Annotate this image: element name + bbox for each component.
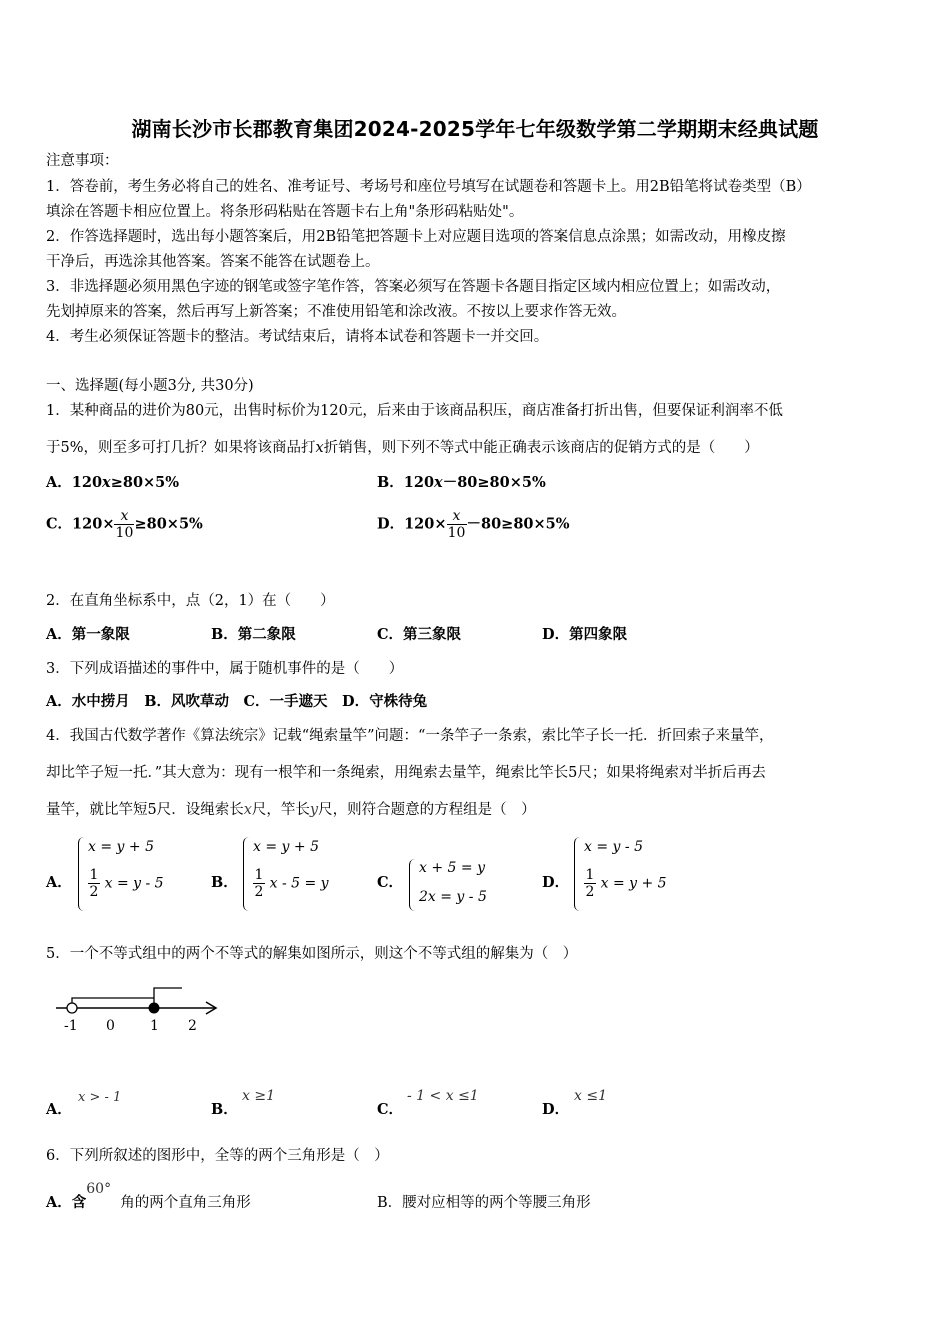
q1-a-post: ≥80×5% bbox=[110, 474, 180, 491]
q1-option-b bbox=[377, 474, 546, 492]
q4-line-1: 4．我国古代数学著作《算法统宗》记载“绳索量竿”问题：“一条竿子一条索，索比竿子长一托．折回索子来量竿， bbox=[46, 728, 774, 744]
q4-b-eq1: x = y + 5 bbox=[253, 839, 319, 855]
q1-d-den: 10 bbox=[447, 525, 466, 541]
q4-line-3 bbox=[46, 801, 536, 819]
q6-stem: 6．下列所叙述的图形中，全等的两个三角形是（ ） bbox=[46, 1148, 389, 1164]
q4-line-3c: 尺，则符合题意的方程组是（ ） bbox=[318, 802, 536, 818]
q4-b-eq2-text: x - 5 = y bbox=[269, 875, 329, 892]
q5-option-d-label: D． bbox=[542, 1101, 570, 1118]
q6-option-a bbox=[46, 1181, 251, 1212]
q5-option-b: x ≥1 bbox=[242, 1088, 275, 1104]
q6-a-angle: 60° bbox=[86, 1181, 112, 1197]
solution-bracket-left bbox=[72, 998, 154, 1008]
notice-line-3: 2．作答选择题时，选出每小题答案后，用2B铅笔把答题卡上对应题目选项的答案信息点涂黑；如需改动，用橡皮擦 bbox=[46, 229, 786, 245]
tick-label-1: 1 bbox=[150, 1018, 159, 1034]
q4-d-half-num: 1 bbox=[585, 867, 595, 883]
q1-c-fraction bbox=[114, 508, 134, 541]
number-line-figure bbox=[50, 980, 230, 1036]
q4-var-y: y bbox=[309, 802, 319, 818]
notice-line-1: 1．答卷前，考生务必将自己的姓名、准考证号、考场号和座位号填写在试题卷和答题卡上。用2B铅笔将试卷类型（B） bbox=[46, 179, 811, 195]
notice-line-5: 3．非选择题必须用黑色字迹的钢笔或签字笔作答，答案必须写在答题卡各题目指定区域内相应位置上；如需改动， bbox=[46, 279, 781, 295]
q2-option-a: A．第一象限 bbox=[46, 626, 130, 643]
q4-line-3a: 量竿，就比竿短5尺．设绳索长 bbox=[46, 802, 244, 818]
tick-label-2: 2 bbox=[188, 1018, 197, 1034]
q1-a-pre: 120 bbox=[71, 474, 103, 491]
q1-c-num: x bbox=[120, 508, 129, 524]
q4-d-eq2-text: x = y + 5 bbox=[600, 875, 667, 892]
q1-d-post: －80≥80×5% bbox=[466, 515, 570, 533]
q4-c-eq1: x + 5 = y bbox=[419, 860, 485, 876]
q1-c-den: 10 bbox=[115, 525, 134, 541]
q3-options: A．水中捞月 B．风吹草动 C．一手遮天 D．守株待兔 bbox=[46, 693, 428, 710]
q4-option-d-label: D． bbox=[542, 874, 570, 891]
page-title: 湖南长沙市长郡教育集团2024-2025学年七年级数学第二学期期末经典试题 bbox=[131, 117, 819, 141]
q5-option-a: x > - 1 bbox=[78, 1090, 122, 1105]
q1-a-label: A． bbox=[46, 474, 72, 491]
q2-option-c: C．第三象限 bbox=[377, 626, 462, 643]
q4-option-b-label: B． bbox=[211, 874, 238, 891]
q1-option-a bbox=[46, 474, 179, 492]
q1-option-d bbox=[377, 508, 570, 541]
q4-b-half-den: 2 bbox=[254, 884, 264, 900]
q1-c-post: ≥80×5% bbox=[134, 515, 203, 533]
notice-line-7: 4．考生必须保证答题卡的整洁。考试结束后，请将本试卷和答题卡一并交回。 bbox=[46, 329, 549, 345]
q4-option-d-system bbox=[574, 835, 684, 913]
q4-b-half-num: 1 bbox=[254, 867, 264, 883]
q1-a-var: x bbox=[102, 474, 111, 491]
q4-a-eq1: x = y + 5 bbox=[88, 839, 154, 855]
q1-d-fraction bbox=[447, 508, 467, 541]
q4-line-3b: 尺，竿长 bbox=[251, 802, 310, 818]
q1-c-pre: 120× bbox=[72, 515, 115, 533]
notice-line-4: 干净后，再选涂其他答案。答案不能答在试题卷上。 bbox=[46, 254, 380, 270]
q4-b-eq2 bbox=[253, 867, 329, 900]
notice-line-6: 先划掉原来的答案，然后再写上新答案；不准使用铅笔和涂改液。不按以上要求作答无效。 bbox=[46, 304, 626, 320]
q1-option-c bbox=[46, 508, 203, 541]
q5-option-c-label: C． bbox=[377, 1101, 404, 1118]
q1-line-2b: 折销售，则下列不等式中能正确表示该商店的促销方式的是（ ） bbox=[323, 440, 759, 456]
q1-line-1: 1．某种商品的进价为80元，出售时标价为120元，后来由于该商品积压，商店准备打折出售，但要保证利润率不低 bbox=[46, 403, 783, 419]
q1-line-2a: 于5%，则至多可打几折？如果将该商品打 bbox=[46, 440, 316, 456]
q1-var-x: x bbox=[315, 440, 324, 456]
q1-c-label: C． bbox=[46, 515, 73, 533]
q5-option-c: - 1 < x ≤1 bbox=[407, 1088, 479, 1104]
open-dot-icon bbox=[67, 1003, 77, 1013]
q5-option-d: x ≤1 bbox=[574, 1088, 607, 1104]
q1-b-post: －80≥80×5% bbox=[442, 474, 546, 491]
q4-a-eq2-text: x = y - 5 bbox=[104, 875, 164, 892]
q4-line-2: 却比竿子短一托．”其大意为：现有一根竿和一条绳索，用绳索去量竿，绳索比竿长5尺；如果将绳索对半折后再去 bbox=[46, 765, 766, 781]
q4-d-half-den: 2 bbox=[585, 884, 595, 900]
tick-label-neg1: -1 bbox=[64, 1018, 78, 1034]
q1-d-num: x bbox=[452, 508, 461, 524]
q5-option-b-label: B． bbox=[211, 1101, 238, 1118]
q4-a-half-den: 2 bbox=[89, 884, 99, 900]
notice-line-2: 填涂在答题卡相应位置上。将条形码粘贴在答题卡右上角"条形码粘贴处"。 bbox=[46, 204, 524, 220]
q4-option-b-system bbox=[243, 835, 353, 913]
q4-option-c-label: C． bbox=[377, 874, 404, 891]
q4-option-a-label: A． bbox=[46, 874, 72, 891]
q1-b-label: B． bbox=[377, 474, 404, 491]
q6-a-post: 角的两个直角三角形 bbox=[120, 1195, 251, 1211]
q1-b-var: x bbox=[434, 474, 443, 491]
q5-stem: 5．一个不等式组中的两个不等式的解集如图所示，则这个不等式组的解集为（ ） bbox=[46, 946, 578, 962]
q5-option-a-label: A． bbox=[46, 1101, 72, 1118]
q4-d-eq1: x = y - 5 bbox=[584, 839, 643, 855]
q2-option-d: D．第四象限 bbox=[542, 626, 628, 643]
q1-b-pre: 120 bbox=[403, 474, 435, 491]
q3-stem: 3．下列成语描述的事件中，属于随机事件的是（ ） bbox=[46, 661, 404, 677]
q1-d-pre: 120× bbox=[404, 515, 447, 533]
q2-stem: 2．在直角坐标系中，点（2，1）在（ ） bbox=[46, 593, 335, 609]
q4-c-eq2: 2x = y - 5 bbox=[419, 889, 487, 905]
q2-option-b: B．第二象限 bbox=[211, 626, 296, 643]
q4-var-x: x bbox=[243, 802, 252, 818]
tick-label-0: 0 bbox=[106, 1018, 115, 1034]
q4-option-a-system bbox=[78, 835, 188, 913]
q4-d-eq2 bbox=[584, 867, 667, 900]
q6-option-b: B．腰对应相等的两个等腰三角形 bbox=[377, 1195, 591, 1211]
q1-d-label: D． bbox=[377, 515, 405, 533]
section-heading: 一、选择题(每小题3分, 共30分) bbox=[46, 378, 254, 394]
closed-dot-icon bbox=[149, 1003, 159, 1013]
q1-line-2 bbox=[46, 439, 759, 457]
q4-option-c-system bbox=[409, 857, 519, 915]
q6-a-label: A．含 bbox=[46, 1194, 87, 1211]
q4-a-eq2 bbox=[88, 867, 164, 900]
q4-a-half-num: 1 bbox=[89, 867, 99, 883]
notice-heading: 注意事项： bbox=[46, 153, 119, 169]
